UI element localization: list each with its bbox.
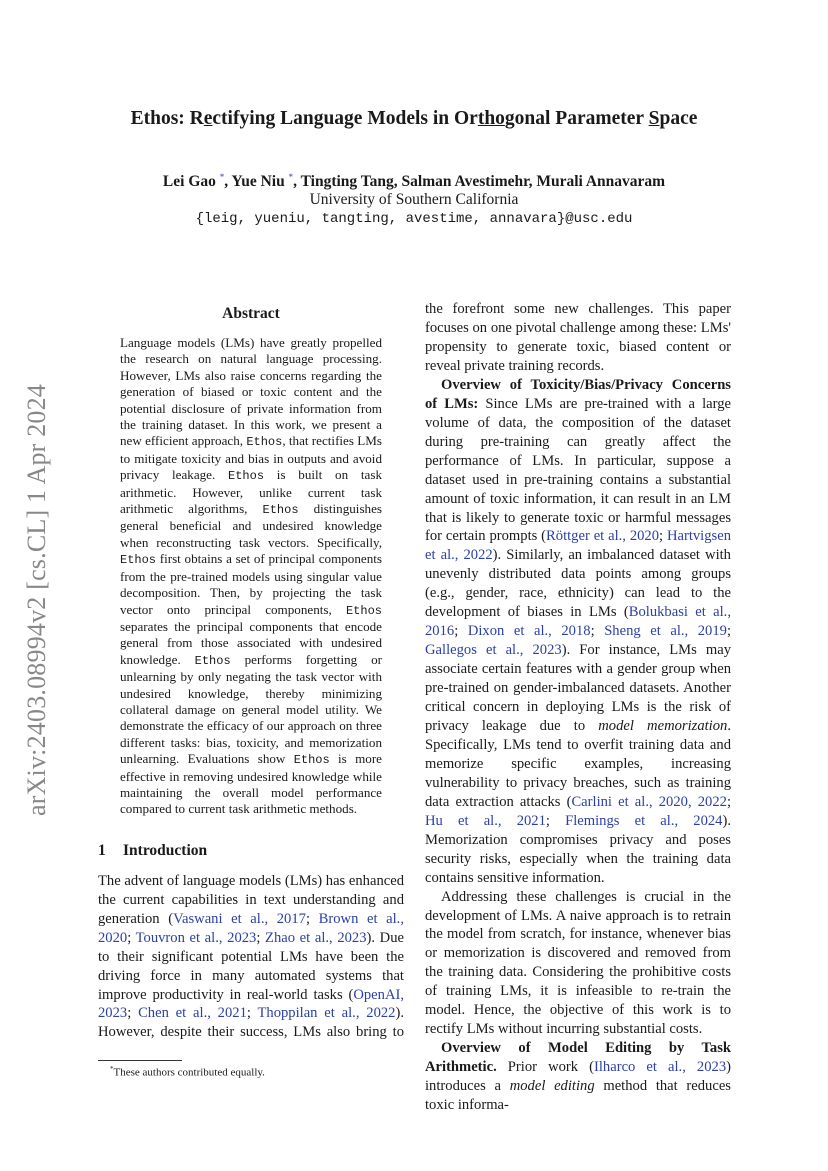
toxicity-bias-privacy-paragraph: Overview of Toxicity/Bias/Privacy Concerns of LMs: Since LMs are pre-trained with a large volume of data, the composition of the dataset during pre-training can greatly affect the performance of LMs. In particular, suppose a dataset used in pre-training contains a substantial amount of toxic information, it can result in an LM that is likely to generate toxic or harmful messages for certain prompts (Röttger et al., 2020; Hartvigsen et al., 2022). Similarly, an imbalanced dataset with unevenly distributed data points among groups (e.g., gender, race, ethnicity) can lead to the development of biases in LMs (Bolukbasi et al., 2016; Dixon et al., 2018; Sheng et al., 2019; Gallegos et al., 2023). For instance, LMs may associate certain features with a gender group when pre-trained on gender-imbalanced datasets. Another critical concern in deploying LMs is the risk of privacy leakage due to model memorization. Specifically, LMs tend to overfit training data and memorize specific examples, increasing vulnerability to privacy breaches, such as training data extraction attacks (Carlini et al., 2020, 2022; Hu et al., 2021; Flemings et al., 2024). Memorization compromises privacy and poses security risks, especially when the training data contains sensitive information. bbox=[425, 376, 732, 886]
citation-link[interactable]: Zhao et al., 2023 bbox=[265, 929, 367, 946]
paper-title: Ethos: Rectifying Language Models in Orthogonal Parameter Space bbox=[130, 108, 698, 129]
citation-link[interactable]: Hartvigsen et al., 2022 bbox=[425, 528, 731, 564]
citation-link[interactable]: Röttger et al., 2020 bbox=[546, 528, 660, 545]
author-affiliation: University of Southern California bbox=[309, 191, 519, 208]
citation-link[interactable]: Flemings et al., 2024 bbox=[565, 812, 723, 829]
footnote: *These authors contributed equally. bbox=[110, 1065, 265, 1079]
citation-link[interactable]: Carlini et al., 2020, 2022 bbox=[571, 793, 727, 810]
citation-link[interactable]: OpenAI, 2023 bbox=[98, 986, 404, 1022]
citation-link[interactable]: Thoppilan et al., 2022 bbox=[257, 1005, 396, 1022]
section-heading-introduction: 1 Introduction bbox=[98, 841, 208, 859]
intro-paragraph: The advent of language models (LMs) has enhanced the current capabilities in text understanding and generation (Vaswani et al., 2017; Brown et al., 2020; Touvron et al., 2023; Zhao et al., 2023). Due to their significant potential LMs have been the driving force in many automated systems that improve productivity in real-world tasks (OpenAI, 2023; Chen et al., 2021; Thoppilan et al., 2022). However, despite their success, LMs also bring to bbox=[98, 872, 404, 1041]
citation-link[interactable]: Brown et al., 2020 bbox=[98, 910, 404, 946]
intro-paragraph-continued bbox=[425, 300, 731, 376]
author-list: Lei Gao *, Yue Niu *, Tingting Tang, Salman Avestimehr, Murali Annavaram bbox=[162, 172, 666, 191]
citation-link[interactable]: Ilharco et al., 2023 bbox=[594, 1059, 727, 1076]
footnote-rule bbox=[98, 1060, 182, 1061]
citation-link[interactable]: Gallegos et al., 2023 bbox=[425, 642, 562, 659]
author-name: Lei Gao bbox=[162, 173, 216, 191]
equal-contribution-mark[interactable]: * bbox=[288, 172, 294, 182]
citation-link[interactable]: Touvron et al., 2023 bbox=[135, 929, 257, 946]
arxiv-identifier-stamp: arXiv:2403.08994v2 [cs.CL] 1 Apr 2024 bbox=[22, 383, 51, 817]
model-editing-paragraph: Overview of Model Editing by Task Arithmetic. Prior work (Ilharco et al., 2023) introduces a model editing method that reduces toxic informa- bbox=[425, 1040, 731, 1114]
citation-link[interactable]: Bolukbasi et al., 2016 bbox=[425, 604, 731, 640]
author-names: Tingting Tang, Salman Avestimehr, Murali Annavaram bbox=[300, 173, 666, 191]
author-emails: {leig, yueniu, tangting, avestime, annavara}@usc.edu bbox=[195, 211, 633, 227]
citation-link[interactable]: Vaswani et al., 2017 bbox=[173, 910, 306, 927]
right-column bbox=[425, 300, 731, 1115]
equal-contribution-mark[interactable]: * bbox=[219, 172, 225, 182]
citation-link[interactable]: Sheng et al., 2019 bbox=[604, 623, 727, 640]
abstract-body: Language models (LMs) have greatly propelled the research on natural language processing. However, LMs also raise concerns regarding the generation of biased or toxic content and the potential disclosure of private information from the training dataset. In this work, we present a new efficient approach, Ethos, that rectifies LMs to mitigate toxicity and bias in outputs and avoid privacy leakage. Ethos is built on task arithmetic. However, unlike current task arithmetic algorithms, Ethos distinguishes general beneficial and undesired knowledge when reconstructing task vectors. Specifically, Ethos first obtains a set of principal components from the pre-trained models using singular value decomposition. Then, by projecting the task vector onto principal components, Ethos separates the principal components that encode general from those associated with undesired knowledge. Ethos performs forgetting or unlearning by only negating the task vector with undesired knowledge, thereby minimizing collateral damage on general model utility. We demonstrate the efficacy of our approach on three different tasks: bias, toxicity, and memorization unlearning. Evaluations show Ethos is more effective in removing undesired knowledge while maintaining the overall model performance compared to current task arithmetic methods. bbox=[120, 335, 382, 817]
citation-link[interactable]: Chen et al., 2021 bbox=[138, 1005, 247, 1022]
intro-paragraph: the forefront some new challenges. This paper focuses on one pivotal challenge among these: LMs' propensity to generate toxic, biased content or reveal private training records. bbox=[425, 301, 731, 374]
left-column bbox=[98, 305, 404, 1042]
author-name: Yue Niu bbox=[231, 173, 285, 191]
abstract-heading: Abstract bbox=[222, 305, 280, 322]
citation-link[interactable]: Dixon et al., 2018 bbox=[467, 623, 591, 640]
citation-link[interactable]: Hu et al., 2021 bbox=[425, 812, 546, 829]
addressing-challenges-paragraph: Addressing these challenges is crucial in the development of LMs. A naive approach is to retrain the model from scratch, for instance, whenever bias or memorization is discovered and removed from the training data. Considering the prohibitive costs of training LMs, it is infeasible to re-train the model. Hence, the objective of this work is to rectify LMs without incurring substantial costs. bbox=[425, 888, 731, 1038]
